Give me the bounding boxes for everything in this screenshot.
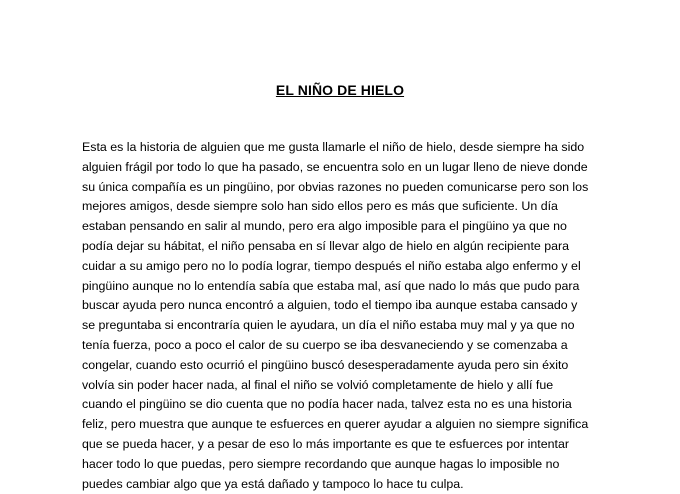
body-line: Esta es la historia de alguien que me gusta llamarle el niño de hielo, desde siempre ha sido [82, 140, 585, 154]
body-line: congelar, cuando esto ocurrió el pingüino buscó desesperadamente ayuda pero sin éxito [82, 357, 569, 372]
body-line: volvía sin poder hacer nada, al final el niño se volvió completamente de hielo y allí fue [82, 377, 554, 392]
body-line: alguien frágil por todo lo que ha pasado, se encuentra solo en un lugar lleno de nieve donde [82, 159, 588, 174]
body-line: podía dejar su hábitat, el niño pensaba en sí llevar algo de hielo en algún recipiente para [82, 238, 570, 253]
document-body [82, 138, 622, 494]
body-line: hacer todo lo que puedas, pero siempre recordando que aunque hagas lo imposible no [82, 456, 560, 471]
body-line: cuando el pingüino se dio cuenta que no podía hacer nada, talvez esta no es una historia [82, 397, 572, 412]
body-line: se preguntaba si encontraría quien le ayudara, un día el niño estaba muy mal y ya que no [82, 318, 575, 333]
body-line: su única compañía es un pingüino, por obvias razones no pueden comunicarse pero son los [82, 179, 589, 194]
body-line: puedes cambiar algo que ya está dañado y tampoco lo hace tu culpa. [82, 476, 464, 491]
body-line: que se pueda hacer, y a pesar de eso lo más importante es que te esfuerces por intentar [82, 436, 569, 451]
body-line: cuidar a su amigo pero no lo podía lograr, tiempo después el niño estaba algo enfermo y el [82, 258, 581, 273]
body-line: tenía fuerza, poco a poco el calor de su cuerpo se iba desvaneciendo y se comenzaba a [82, 337, 568, 352]
body-line: buscar ayuda pero nunca encontró a alguien, todo el tiempo iba aunque estaba cansado y [82, 298, 578, 313]
document-title: EL NIÑO DE HIELO [275, 82, 405, 98]
body-line: estaban pensando en salir al mundo, pero era algo imposible para el pingüino ya que no [82, 219, 567, 234]
body-line: feliz, pero muestra que aunque te esfuerces en querer ayudar a alguien no siempre significa [82, 417, 589, 432]
body-line: pingüino aunque no lo entendía sabía que estaba mal, así que nado lo más que pudo para [82, 278, 580, 293]
body-line: mejores amigos, desde siempre solo han sido ellos pero es más que suficiente. Un día [82, 199, 558, 214]
